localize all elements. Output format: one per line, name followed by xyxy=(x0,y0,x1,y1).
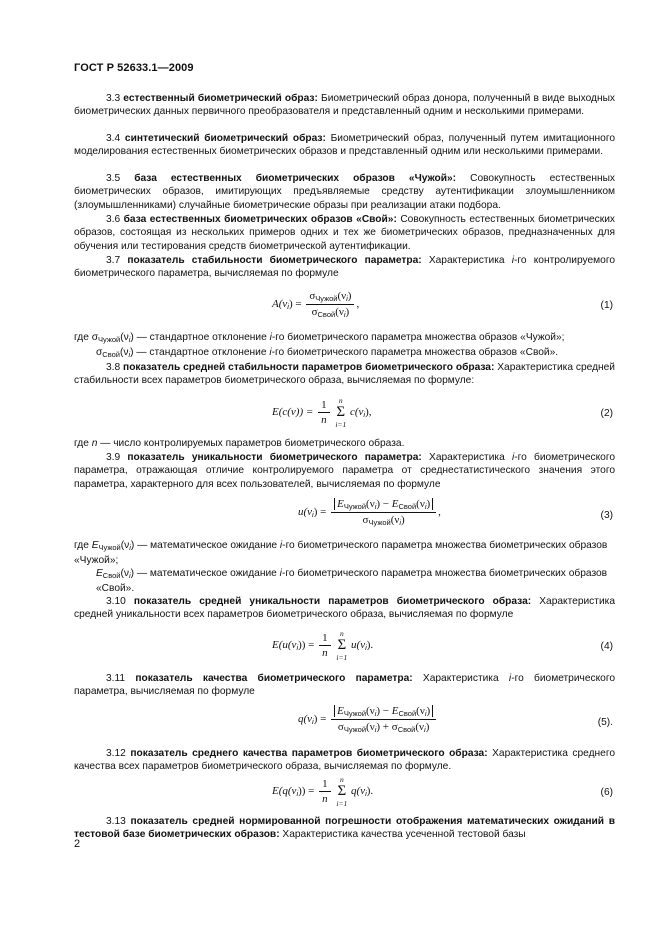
formula-index: i xyxy=(363,410,366,420)
close: ) xyxy=(376,705,381,717)
sum-operator xyxy=(336,775,347,808)
index: i xyxy=(279,568,282,579)
numerator: 1 xyxy=(319,778,331,792)
formula-eq: )) = xyxy=(298,639,318,652)
formula-3 xyxy=(298,498,441,527)
formula-index: i xyxy=(312,717,314,727)
clause-number: 3.11 xyxy=(106,673,136,684)
clause-number: 3.8 xyxy=(106,362,124,373)
sigma: σ xyxy=(311,306,318,318)
paragraph-3-12 xyxy=(74,747,615,774)
term: синтетический биометрический образ: xyxy=(124,133,326,144)
paragraph-3-5 xyxy=(74,172,615,212)
sub-label: Чужой xyxy=(368,518,391,527)
e-sym: E xyxy=(391,498,399,510)
arg: (ν xyxy=(416,498,425,510)
formula-1-label: (1) xyxy=(600,300,613,311)
definition: Характеристика средней уникальности всех параметров биометрического образа, вычисляемая по формуле xyxy=(74,596,615,621)
index-variable: i xyxy=(508,673,512,684)
plus: + xyxy=(380,721,392,733)
formula-5-label: (5). xyxy=(597,717,613,728)
sum-sign: Σ xyxy=(337,783,347,799)
formula-5 xyxy=(298,705,438,734)
formula-index: i xyxy=(424,709,427,718)
clause-number: 3.9 xyxy=(106,452,128,463)
formula-index: i xyxy=(296,789,299,799)
formula-index: i xyxy=(365,789,367,799)
arg: (ν xyxy=(390,514,400,526)
sub-label: Чужой xyxy=(343,725,367,734)
paragraph-3-10 xyxy=(74,595,615,622)
clause-number: 3.4 xyxy=(106,133,125,144)
clause-number: 3.5 xyxy=(106,173,135,184)
formula-lhs: u(ν xyxy=(298,506,313,519)
sigma: σ xyxy=(96,347,103,358)
formula-index: i xyxy=(343,310,346,319)
paragraph-3-7 xyxy=(74,254,615,281)
formula-fraction xyxy=(319,632,331,659)
definition: Характеристика средней стабильности всех параметров биометрического образа, вычисляемая по формуле: xyxy=(74,362,615,387)
page-number: 2 xyxy=(74,838,81,850)
paragraph-3-9 xyxy=(74,451,615,491)
sub-label: Свой xyxy=(398,709,417,718)
formula-eq: ) = xyxy=(288,298,305,311)
formula-6 xyxy=(272,775,373,808)
index: i xyxy=(279,540,283,551)
var: (ν xyxy=(120,332,129,343)
formula-close: ). xyxy=(366,639,374,652)
sum-top: n xyxy=(339,629,344,638)
paragraph-3-13 xyxy=(74,815,615,842)
sum-top: n xyxy=(339,775,344,784)
sum-bottom: i=1 xyxy=(335,420,347,429)
sum-sign: Σ xyxy=(337,637,347,653)
clause-number: 3.3 xyxy=(106,93,124,104)
where-text: -го биометрического параметра множества образов «Чужой»; xyxy=(271,332,565,343)
index: i xyxy=(269,347,272,358)
var: n xyxy=(91,438,98,449)
where-lead: где xyxy=(74,540,92,551)
arg: (ν xyxy=(366,721,375,733)
sub-label: Свой xyxy=(102,571,121,580)
sub-label: Чужой xyxy=(343,709,367,718)
sigma: σ xyxy=(391,721,398,733)
minus: − xyxy=(380,498,392,510)
var: (ν xyxy=(119,347,129,358)
formula-4-label: (4) xyxy=(600,641,613,652)
paragraph-3-8 xyxy=(74,361,615,388)
sum-sign: Σ xyxy=(336,404,346,420)
formula-close: ), xyxy=(365,406,372,419)
formula-lhs: E(c(ν)) = xyxy=(272,406,317,419)
where-text: — стандартное отклонение xyxy=(133,347,270,358)
formula-tail: , xyxy=(356,298,360,311)
e-sym: E xyxy=(337,705,344,717)
where-3b xyxy=(96,567,615,596)
sub-label: Свой xyxy=(102,350,120,359)
definition-part: -го биометрического параметра, отражающая отличие контролируемого параметра от среднестатистического значения этого параметра, характерного для всех пользователей, вычисляемая по формуле xyxy=(74,452,615,490)
formula-eq: ) = xyxy=(313,506,330,519)
definition: Совокупность естественных биометрических образов, имитирующих предъявляемые средству аутентификации злоумышленником (злоумышленниками) случайные биометрические образы при реализации атаки подбора. xyxy=(74,173,615,211)
where-text: — число контролируемых параметров биометрического образа. xyxy=(97,438,405,449)
formula-index: i xyxy=(424,502,427,511)
where-text: -го биометрического параметра множества образов «Свой». xyxy=(271,347,559,358)
formula-index: i xyxy=(312,510,314,520)
formula-index: i xyxy=(424,725,426,734)
where-lead: где xyxy=(74,438,92,449)
formula-fraction xyxy=(331,705,436,734)
definition-part: Характеристика xyxy=(421,255,512,266)
paragraph-3-11 xyxy=(74,672,615,699)
e-sym: E xyxy=(96,568,103,579)
term: показатель средней стабильности параметров биометрического образа: xyxy=(123,362,495,373)
sum-operator xyxy=(335,396,346,429)
sub-label: Чужой xyxy=(343,502,367,511)
formula-index: i xyxy=(346,294,348,303)
where-2 xyxy=(74,437,404,450)
formula-fraction xyxy=(331,498,436,527)
formula-rhs: u(ν xyxy=(351,639,366,652)
formula-index: i xyxy=(374,502,377,511)
denominator: n xyxy=(322,647,328,659)
definition: Совокупность естественных биометрических образов, состоящая из нескольких примеров одних и тех же биометрических образов, предназначенных для обучения или тестирования средств биометрической аутентификации. xyxy=(74,214,615,252)
e-sym: E xyxy=(91,540,99,551)
paragraph-3-4 xyxy=(74,132,615,159)
definition-part: Характеристика xyxy=(421,452,512,463)
term: естественный биометрический образ: xyxy=(123,93,318,104)
where-text: -го биометрического параметра множества биометрических образов «Чужой»; xyxy=(74,540,608,567)
formula-3-label: (3) xyxy=(600,510,613,521)
where-text: — стандартное отклонение xyxy=(133,332,270,343)
minus: − xyxy=(380,705,392,717)
formula-rhs: c(ν xyxy=(349,406,364,419)
formula-6-label: (6) xyxy=(600,787,613,798)
arg: (ν xyxy=(416,705,425,717)
arg: (ν xyxy=(337,290,347,302)
where-text: — математическое ожидание xyxy=(134,540,280,551)
formula-lhs: E(q(ν xyxy=(272,785,297,798)
close: ) xyxy=(426,498,431,510)
index: i xyxy=(129,543,131,552)
where-1a xyxy=(74,331,565,346)
arg: (ν xyxy=(415,721,425,733)
sum-bottom: i=1 xyxy=(336,799,348,808)
formula-lhs: A(ν xyxy=(272,298,288,311)
formula-index: i xyxy=(374,709,377,718)
term: база естественных биометрических образов «Чужой»: xyxy=(134,173,457,184)
index-variable: i xyxy=(511,255,514,266)
definition-part: Характеристика xyxy=(412,673,509,684)
formula-tail: , xyxy=(438,506,441,519)
var: (ν xyxy=(120,540,130,551)
sum-bottom: i=1 xyxy=(336,653,348,662)
clause-number: 3.13 xyxy=(106,816,131,827)
formula-fraction xyxy=(319,778,331,805)
formula-fraction xyxy=(306,290,354,319)
numerator: 1 xyxy=(318,399,330,413)
term: показатель стабильности биометрического параметра: xyxy=(127,255,422,266)
e-sym: E xyxy=(391,705,399,717)
close: ) xyxy=(130,332,134,343)
formula-close: ). xyxy=(366,785,374,798)
formula-fraction xyxy=(318,399,330,426)
sigma: σ xyxy=(309,290,316,302)
sigma: σ xyxy=(362,514,369,526)
where-lead: где σ xyxy=(74,332,98,343)
page-header: ГОСТ Р 52633.1—2009 xyxy=(74,62,194,74)
formula-2 xyxy=(272,396,372,429)
close: ) xyxy=(425,721,430,733)
formula-eq: ) = xyxy=(313,713,330,726)
arg-close: ) xyxy=(347,290,352,302)
term: показатель средней уникальности параметров биометрического образа: xyxy=(133,596,532,607)
close: ) xyxy=(130,540,135,551)
where-1b xyxy=(96,346,558,361)
formula-lhs: E(u(ν xyxy=(272,639,297,652)
clause-number: 3.10 xyxy=(106,596,134,607)
arg: (ν xyxy=(335,306,344,318)
definition: Биометрический образ донора, полученный в виде выходных биометрических данных первичного преобразователя и представленный одним и несколькими примерами. xyxy=(74,93,615,118)
where-text: -го биометрического параметра множества биометрических образов «Свой». xyxy=(96,568,608,595)
sub-label: Чужой xyxy=(98,335,121,344)
numerator: 1 xyxy=(319,632,331,646)
sub-label: Свой xyxy=(398,502,417,511)
term: показатель качества биометрического параметра: xyxy=(135,673,413,684)
sum-operator xyxy=(336,629,347,662)
formula-index: i xyxy=(365,643,367,653)
formula-index: i xyxy=(399,518,402,527)
formula-2-label: (2) xyxy=(600,408,613,419)
index: i xyxy=(128,571,131,580)
index-variable: i xyxy=(511,452,515,463)
e-sym: E xyxy=(337,498,344,510)
paragraph-3-3 xyxy=(74,92,615,119)
sub-label: Чужой xyxy=(315,294,338,303)
index: i xyxy=(269,332,272,343)
close: ) xyxy=(130,347,134,358)
definition-part: -го контролируемого биометрического параметра, вычисляемая по формуле xyxy=(74,255,615,280)
close: ) xyxy=(376,721,381,733)
formula-4 xyxy=(272,629,373,662)
close: ) xyxy=(376,498,381,510)
close: ) xyxy=(426,705,431,717)
clause-number: 3.12 xyxy=(106,748,131,759)
index: i xyxy=(128,335,131,344)
clause-number: 3.6 xyxy=(106,214,124,225)
arg: (ν xyxy=(366,498,375,510)
definition: Характеристика среднего качества всех параметров биометрического образа, вычисляемая по формуле. xyxy=(74,748,615,773)
paragraph-3-6 xyxy=(74,213,615,253)
index: i xyxy=(128,350,131,359)
formula-eq: )) = xyxy=(298,785,318,798)
definition: Биометрический образ, полученный путем имитационного моделирования естественных биометрических образов и представленный одним или несколькими примерами. xyxy=(74,133,615,158)
formula-1 xyxy=(272,290,359,319)
term: база естественных биометрических образов «Свой»: xyxy=(123,214,397,225)
sum-top: n xyxy=(338,396,343,405)
where-3a xyxy=(74,539,615,568)
formula-lhs: q(ν xyxy=(298,713,313,726)
sigma: σ xyxy=(337,721,344,733)
formula-index: i xyxy=(287,302,289,312)
formula-index: i xyxy=(374,725,377,734)
var: (ν xyxy=(120,568,129,579)
close: ) xyxy=(130,568,135,579)
denominator: n xyxy=(322,793,328,805)
arg-close: ) xyxy=(345,306,350,318)
term: показатель уникальности биометрического параметра: xyxy=(127,452,422,463)
term: показатель средней нормированной погрешности отображения математических ожиданий в тестовой базе биометрических образов: xyxy=(74,816,615,841)
definition-part: -го биометрического параметра, вычисляемая по формуле xyxy=(74,673,616,698)
close: ) xyxy=(401,514,405,526)
sub-label: Свой xyxy=(397,725,416,734)
where-text: — математическое ожидание xyxy=(134,568,280,579)
clause-number: 3.7 xyxy=(106,255,128,266)
arg: (ν xyxy=(366,705,375,717)
sub-label: Чужой xyxy=(98,543,121,552)
formula-index: i xyxy=(296,643,299,653)
denominator: n xyxy=(321,414,327,426)
term: показатель среднего качества параметров биометрического образа: xyxy=(130,748,488,759)
definition: Характеристика качества усеченной тестовой базы xyxy=(279,829,526,841)
formula-rhs: q(ν xyxy=(351,785,366,798)
sub-label: Свой xyxy=(317,310,336,319)
